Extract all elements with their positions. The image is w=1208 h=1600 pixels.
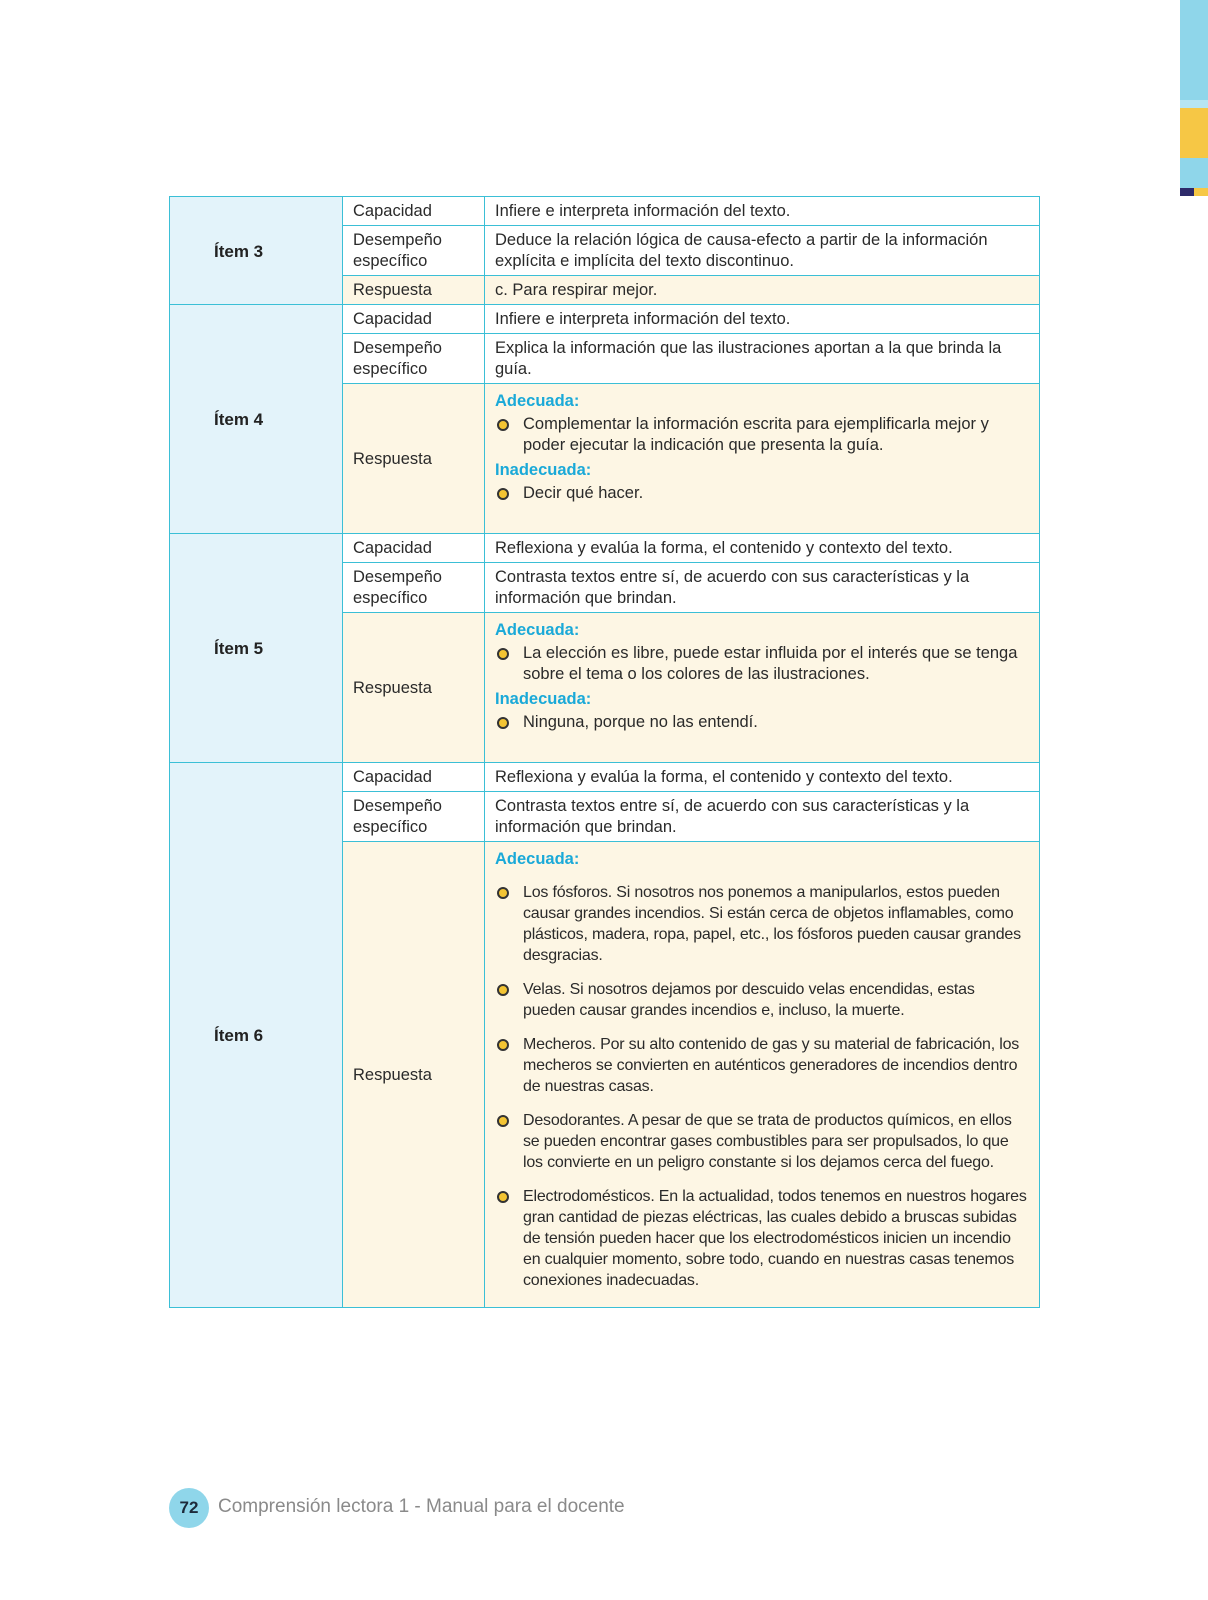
row-label-desempeno: Desempeño específico [343, 334, 485, 384]
table-row [170, 763, 1040, 792]
respuesta-block [485, 384, 1040, 534]
row-label-desempeno: Desempeño específico [343, 226, 485, 276]
desempeno-value: Explica la información que las ilustraciones aportan a la que brinda la guía. [485, 334, 1040, 384]
list-item: La elección es libre, puede estar influida por el interés que se tenga sobre el tema o los colores de las ilustraciones. [495, 643, 1029, 685]
capacidad-value: Infiere e interpreta información del texto. [485, 197, 1040, 226]
row-label-capacidad: Capacidad [343, 763, 485, 792]
adecuada-list [495, 643, 1029, 685]
table-row [170, 534, 1040, 563]
capacidad-value: Reflexiona y evalúa la forma, el contenido y contexto del texto. [485, 534, 1040, 563]
edge-tab-yellow [1180, 108, 1208, 158]
desempeno-value: Contrasta textos entre sí, de acuerdo con sus características y la información que brindan. [485, 792, 1040, 842]
footer-title: Comprensión lectora 1 - Manual para el docente [218, 1496, 625, 1517]
list-item: Decir qué hacer. [495, 483, 1029, 504]
desempeno-value: Contrasta textos entre sí, de acuerdo con sus características y la información que brindan. [485, 563, 1040, 613]
row-label-desempeno: Desempeño específico [343, 792, 485, 842]
edge-tab-blue [1180, 0, 1208, 100]
page-number-badge: 72 [169, 1488, 209, 1528]
row-label-respuesta: Respuesta [343, 842, 485, 1308]
inadecuada-heading: Inadecuada: [495, 690, 592, 708]
row-label-respuesta: Respuesta [343, 384, 485, 534]
respuesta-block [485, 842, 1040, 1308]
item-label: Ítem 6 [170, 763, 343, 1308]
inadecuada-list [495, 712, 1029, 733]
list-item: Mecheros. Por su alto contenido de gas y su material de fabricación, los mecheros se convierten en auténticos generadores de incendios dentro de nuestras casas. [495, 1034, 1029, 1097]
inadecuada-heading: Inadecuada: [495, 461, 592, 479]
adecuada-heading: Adecuada: [495, 850, 580, 868]
adecuada-heading: Adecuada: [495, 621, 580, 639]
desempeno-value: Deduce la relación lógica de causa-efecto a partir de la información explícita e implícita del texto discontinuo. [485, 226, 1040, 276]
row-label-capacidad: Capacidad [343, 197, 485, 226]
edge-tab-gold [1194, 188, 1208, 196]
row-label-respuesta: Respuesta [343, 276, 485, 305]
list-item: Electrodomésticos. En la actualidad, todos tenemos en nuestros hogares gran cantidad de piezas eléctricas, las cuales debido a bruscas subidas de tensión pueden hacer que los electrodomésticos inicien un incendio en cualquier momento, sobre todo, cuando en nuestras casas tenemos conexiones inadecuadas. [495, 1186, 1029, 1291]
edge-tab-divider [1180, 158, 1208, 166]
respuesta-value: c. Para respirar mejor. [485, 276, 1040, 305]
adecuada-heading: Adecuada: [495, 392, 580, 410]
item-label: Ítem 5 [170, 534, 343, 763]
row-label-capacidad: Capacidad [343, 534, 485, 563]
item-label: Ítem 3 [170, 197, 343, 305]
item-label: Ítem 4 [170, 305, 343, 534]
rubric-table [169, 196, 1040, 1308]
list-item: Los fósforos. Si nosotros nos ponemos a manipularlos, estos pueden causar grandes incendios. Si están cerca de objetos inflamables, como plásticos, madera, ropa, papel, etc., los fósforos pueden causar grandes desgracias. [495, 882, 1029, 966]
table-row [170, 197, 1040, 226]
edge-tab-blue [1180, 166, 1208, 188]
list-item: Ninguna, porque no las entendí. [495, 712, 1029, 733]
capacidad-value: Infiere e interpreta información del texto. [485, 305, 1040, 334]
list-item: Velas. Si nosotros dejamos por descuido velas encendidas, estas pueden causar grandes incendios e, incluso, la muerte. [495, 979, 1029, 1021]
edge-tab-divider [1180, 100, 1208, 108]
adecuada-list [495, 414, 1029, 456]
edge-tab-navy [1180, 188, 1194, 196]
list-item: Complementar la información escrita para ejemplificarla mejor y poder ejecutar la indicación que presenta la guía. [495, 414, 1029, 456]
row-label-respuesta: Respuesta [343, 613, 485, 763]
row-label-capacidad: Capacidad [343, 305, 485, 334]
table-row [170, 305, 1040, 334]
capacidad-value: Reflexiona y evalúa la forma, el contenido y contexto del texto. [485, 763, 1040, 792]
respuesta-block [485, 613, 1040, 763]
adecuada-list [495, 882, 1029, 1291]
row-label-desempeno: Desempeño específico [343, 563, 485, 613]
inadecuada-list [495, 483, 1029, 504]
list-item: Desodorantes. A pesar de que se trata de productos químicos, en ellos se pueden encontrar gases combustibles para ser propulsados, lo que los convierte en un peligro constante si los dejamos cerca del fuego. [495, 1110, 1029, 1173]
